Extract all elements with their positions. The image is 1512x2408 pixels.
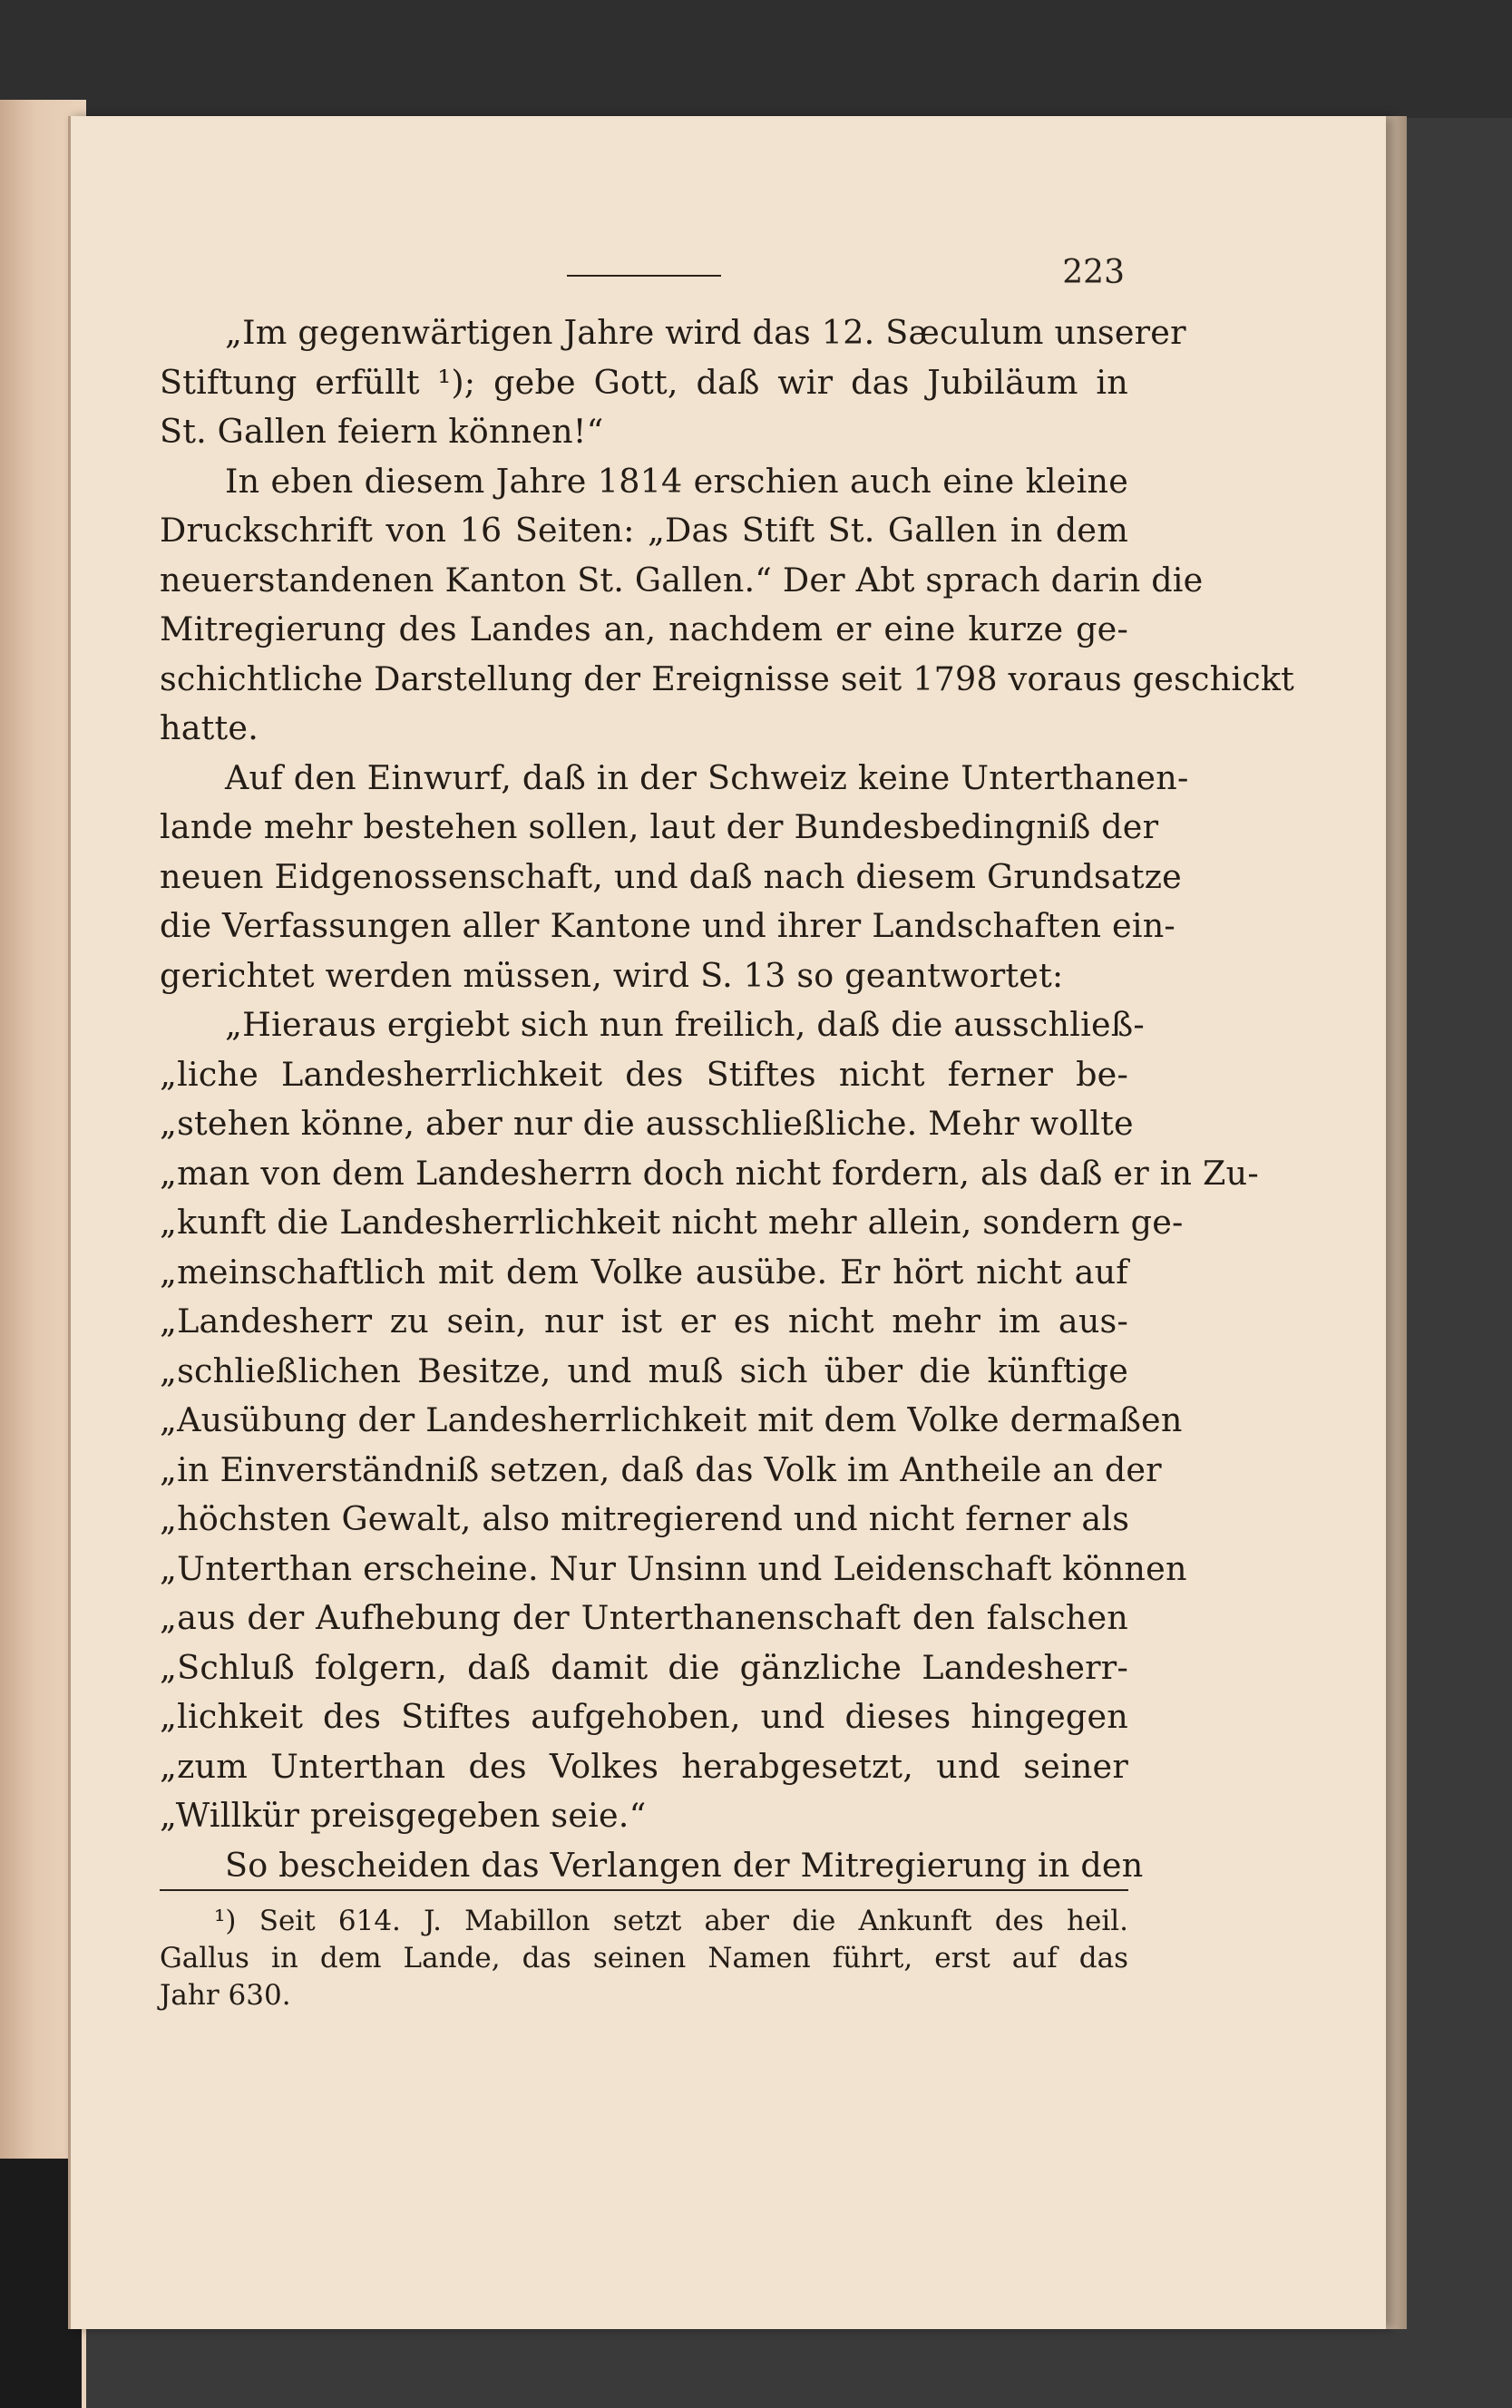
text-line: „lichkeit des Stiftes aufgehoben, und dieses hingegen [160, 1697, 1128, 1736]
text-line: „liche Landesherrlichkeit des Stiftes nicht ferner be- [160, 1054, 1128, 1094]
text-line: „aus der Aufhebung der Unterthanenschaft den falschen [160, 1598, 1128, 1637]
text-line: „höchsten Gewalt, also mitregierend und nicht ferner als [160, 1499, 1130, 1538]
text-line: Stiftung erfüllt ¹); gebe Gott, daß wir das Jubiläum in [160, 362, 1128, 402]
text-line: „meinschaftlich mit dem Volke ausübe. Er hört nicht auf [160, 1252, 1128, 1292]
text-line: Mitregierung des Landes an, nachdem er eine kurze ge- [160, 609, 1128, 648]
text-line: „Schluß folgern, daß damit die gänzliche Landesherr- [160, 1647, 1128, 1687]
text-line: Auf den Einwurf, daß in der Schweiz keine Unterthanen- [225, 757, 1189, 797]
page-number: 223 [1062, 254, 1125, 291]
text-line: „Unterthan erscheine. Nur Unsinn und Leidenschaft können [160, 1548, 1187, 1588]
text-line: „kunft die Landesherrlichkeit nicht mehr allein, sondern ge- [160, 1203, 1184, 1242]
text-line: „Landesherr zu sein, nur ist er es nicht mehr im aus- [160, 1301, 1128, 1340]
scan-background [0, 0, 1512, 118]
footnote [160, 1903, 1128, 2014]
text-line: schichtliche Darstellung der Ereignisse seit 1798 voraus geschickt [160, 658, 1295, 698]
footnote-line: ¹) Seit 614. J. Mabillon setzt aber die Ankunft des heil. [214, 1905, 1128, 1937]
text-line: „Im gegenwärtigen Jahre wird das 12. Sæculum unserer [225, 313, 1186, 352]
footnote-line: Gallus in dem Lande, das seinen Namen führt, erst auf das [160, 1942, 1128, 1974]
text-line: So bescheiden das Verlangen der Mitregierung in den [225, 1845, 1144, 1885]
text-line: „zum Unterthan des Volkes herabgesetzt, und seiner [160, 1746, 1128, 1786]
text-line: „Ausübung der Landesherrlichkeit mit dem Volke dermaßen [160, 1400, 1183, 1439]
body-text [160, 308, 1295, 1890]
text-line: „Willkür preisgegeben seie.“ [160, 1796, 647, 1835]
footnote-rule [160, 1889, 1128, 1891]
text-line: lande mehr bestehen sollen, laut der Bundesbedingniß der [160, 807, 1159, 846]
text-line: hatte. [160, 708, 259, 747]
text-line: „Hieraus ergiebt sich nun freilich, daß die ausschließ- [225, 1005, 1145, 1044]
header-rule [567, 275, 721, 277]
text-line: Druckschrift von 16 Seiten: „Das Stift St. Gallen in dem [160, 511, 1128, 550]
text-line: gerichtet werden müssen, wird S. 13 so geantwortet: [160, 955, 1064, 995]
text-line: neuerstandenen Kanton St. Gallen.“ Der Abt sprach darin die [160, 560, 1204, 600]
text-line: „stehen könne, aber nur die ausschließliche. Mehr wollte [160, 1104, 1134, 1143]
page-fore-edge [1383, 116, 1407, 2329]
text-line: In eben diesem Jahre 1814 erschien auch eine kleine [225, 461, 1128, 501]
text-line: „schließlichen Besitze, und muß sich über die künftige [160, 1350, 1128, 1390]
text-line: „man von dem Landesherrn doch nicht fordern, als daß er in Zu- [160, 1153, 1259, 1193]
text-line: „in Einverständniß setzen, daß das Volk im Antheile an der [160, 1449, 1162, 1489]
text-line: die Verfassungen aller Kantone und ihrer Landschaften ein- [160, 906, 1175, 945]
footnote-line: Jahr 630. [160, 1979, 291, 2012]
text-line: neuen Eidgenossenschaft, und daß nach diesem Grundsatze [160, 856, 1182, 896]
text-line: St. Gallen feiern können!“ [160, 412, 604, 451]
